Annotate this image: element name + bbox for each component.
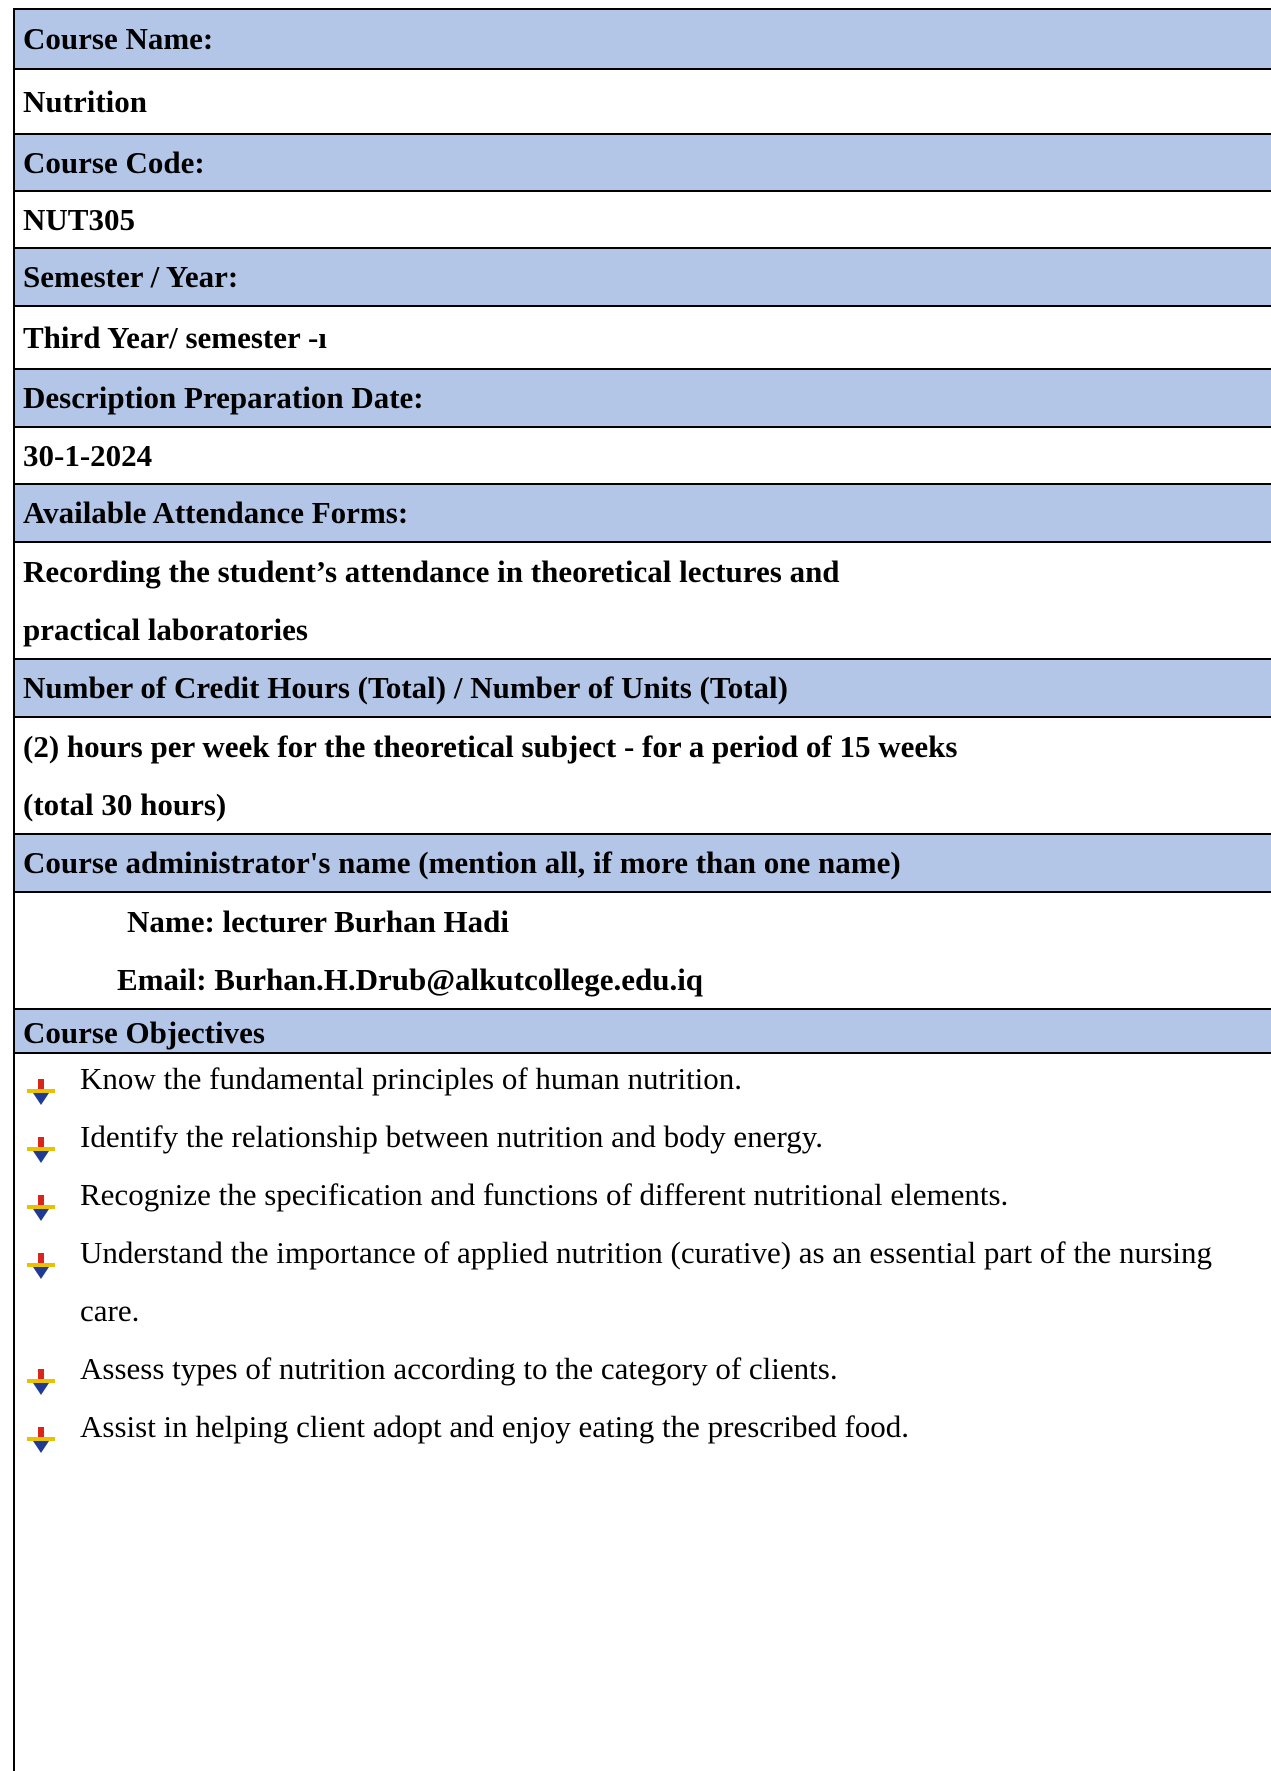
semester-value: Third Year/ semester -ı xyxy=(23,320,327,355)
semester-label-row xyxy=(15,249,1271,307)
course-name-value-row xyxy=(15,70,1271,135)
objective-item xyxy=(15,1224,1271,1340)
objectives-label-row xyxy=(15,1010,1271,1052)
down-arrow-bullet-icon xyxy=(27,1182,55,1208)
down-arrow-bullet-icon xyxy=(27,1240,55,1266)
course-code-value: NUT305 xyxy=(23,202,135,237)
objective-text: Assist in helping client adopt and enjoy eating the prescribed food. xyxy=(80,1409,910,1444)
admin-label-row xyxy=(15,835,1271,893)
course-code-label: Course Code: xyxy=(23,145,205,180)
attendance-value-row xyxy=(15,543,1271,660)
credit-value-line-2: (total 30 hours) xyxy=(23,787,227,822)
date-value-row xyxy=(15,428,1271,485)
objective-item xyxy=(15,1108,1271,1166)
attendance-value-line-2: practical laboratories xyxy=(23,612,308,647)
date-value: 30-1-2024 xyxy=(23,438,153,473)
objective-text: Recognize the specification and functions of different nutritional elements. xyxy=(80,1177,1009,1212)
course-name-value: Nutrition xyxy=(23,84,147,119)
semester-value-row xyxy=(15,307,1271,370)
credit-label-row xyxy=(15,660,1271,718)
objectives-label: Course Objectives xyxy=(23,1015,265,1050)
objective-text: Assess types of nutrition according to the category of clients. xyxy=(80,1351,838,1386)
admin-value-row xyxy=(15,893,1271,1010)
course-code-label-row xyxy=(15,135,1271,192)
objective-item xyxy=(15,1398,1271,1456)
objective-text: Know the fundamental principles of human nutrition. xyxy=(80,1061,743,1096)
down-arrow-bullet-icon xyxy=(27,1066,55,1092)
admin-name: Name: lecturer Burhan Hadi xyxy=(127,904,510,939)
semester-label: Semester / Year: xyxy=(23,259,239,294)
course-code-value-row xyxy=(15,192,1271,249)
attendance-value-line-1: Recording the student’s attendance in theoretical lectures and xyxy=(23,554,840,589)
objectives-list xyxy=(15,1050,1271,1456)
credit-label: Number of Credit Hours (Total) / Number of Units (Total) xyxy=(23,670,788,705)
attendance-label: Available Attendance Forms: xyxy=(23,495,409,530)
date-label: Description Preparation Date: xyxy=(23,380,424,415)
objective-text: Identify the relationship between nutrition and body energy. xyxy=(80,1119,823,1154)
objective-item xyxy=(15,1050,1271,1108)
down-arrow-bullet-icon xyxy=(27,1356,55,1382)
date-label-row xyxy=(15,370,1271,428)
course-description-form xyxy=(13,8,1271,1771)
objective-text: Understand the importance of applied nutrition (curative) as an essential part of the nursing care. xyxy=(80,1235,1212,1328)
credit-value-line-1: (2) hours per week for the theoretical subject - for a period of 15 weeks xyxy=(23,729,958,764)
admin-label: Course administrator's name (mention all, if more than one name) xyxy=(23,845,901,880)
down-arrow-bullet-icon xyxy=(27,1414,55,1440)
down-arrow-bullet-icon xyxy=(27,1124,55,1150)
course-name-label-row xyxy=(15,10,1271,70)
course-name-label: Course Name: xyxy=(23,21,214,56)
admin-email: Email: Burhan.H.Drub@alkutcollege.edu.iq xyxy=(117,962,704,997)
objective-item xyxy=(15,1340,1271,1398)
attendance-label-row xyxy=(15,485,1271,543)
objective-item xyxy=(15,1166,1271,1224)
credit-value-row xyxy=(15,718,1271,835)
